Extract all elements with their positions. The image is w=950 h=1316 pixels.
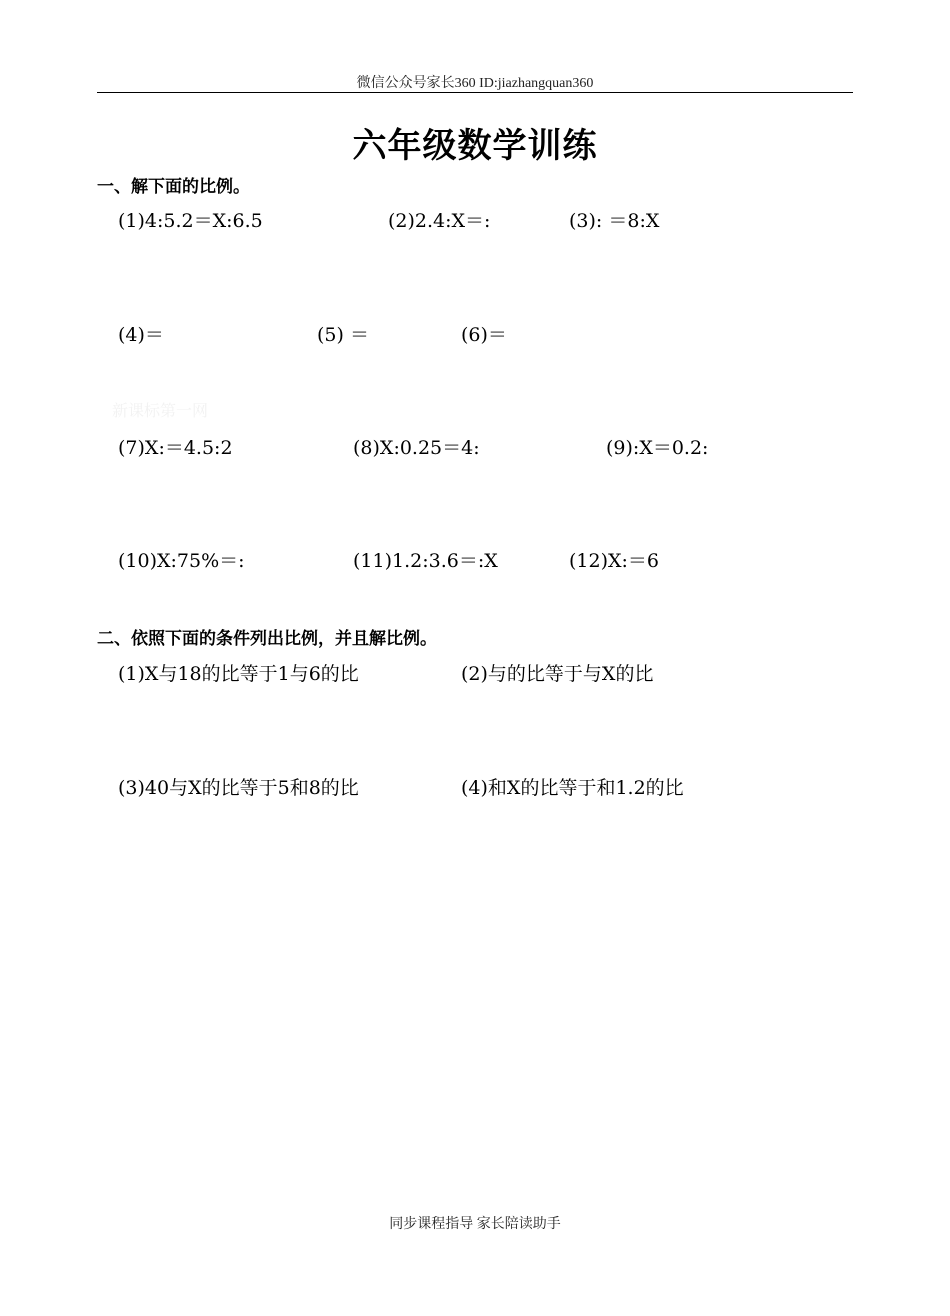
page-footer: 同步课程指导 家长陪读助手 [389, 1217, 561, 1232]
problem-4: (4)＝ [118, 324, 164, 346]
problem-12: (12)X:＝6 [569, 550, 660, 572]
header-divider [97, 92, 853, 93]
problem-2: (2)2.4:X＝: [388, 210, 491, 232]
problem-9: (9):X＝0.2: [606, 437, 709, 459]
problem-3: (3): ＝8:X [569, 210, 660, 232]
problem-10: (10)X:75%＝: [118, 550, 245, 572]
section-2-heading: 二、依照下面的条件列出比例，并且解比例。 [97, 629, 437, 649]
problem-5: (5) ＝ [317, 324, 369, 346]
word-problem-2: (2)与的比等于与X的比 [461, 663, 654, 685]
page-title: 六年级数学训练 [352, 126, 598, 166]
page-header: 微信公众号家长360 ID:jiazhangquan360 [356, 76, 594, 91]
problem-1: (1)4:5.2＝X:6.5 [118, 210, 263, 232]
word-problem-1: (1)X与18的比等于1与6的比 [118, 663, 359, 685]
problem-7: (7)X:＝4.5:2 [118, 437, 233, 459]
problem-11: (11)1.2:3.6＝:X [353, 550, 498, 572]
watermark-text: 新课标第一网 [112, 403, 209, 420]
word-problem-3: (3)40与X的比等于5和8的比 [118, 777, 359, 799]
problem-6: (6)＝ [461, 324, 507, 346]
word-problem-4: (4)和X的比等于和1.2的比 [461, 777, 684, 799]
section-1-heading: 一、解下面的比例。 [97, 177, 250, 197]
problem-8: (8)X:0.25＝4: [353, 437, 480, 459]
